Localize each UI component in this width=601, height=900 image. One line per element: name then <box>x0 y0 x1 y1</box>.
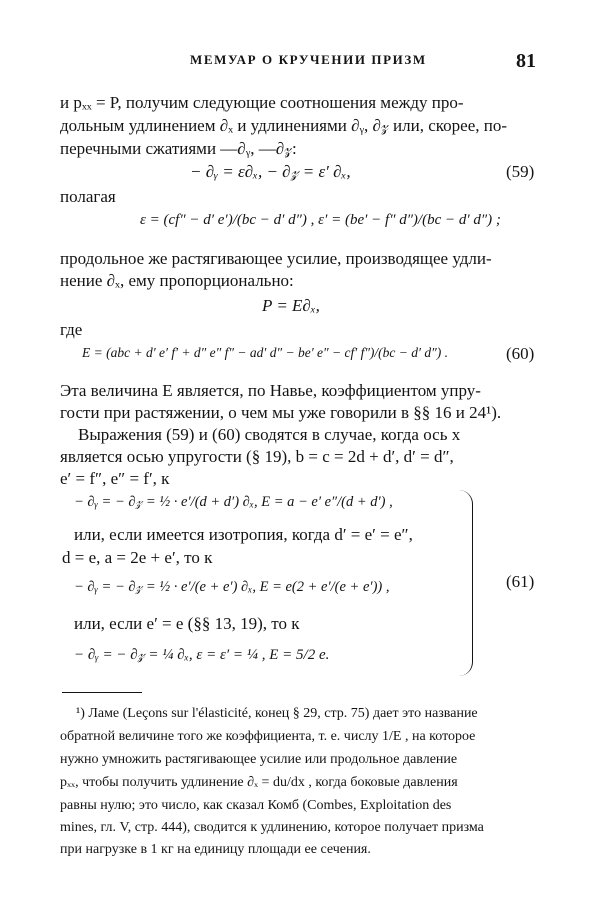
equation-number-59: (59) <box>506 162 535 181</box>
text-line: Выражения (59) и (60) сводятся в случае, когда ось x <box>78 425 461 444</box>
equation-61-c: − ∂ᵧ = − ∂𝓏 = ¼ ∂ₓ, ε = ε′ = ¼ , E = 5/2 e. <box>74 647 330 663</box>
footnote-line: при нагрузке в 1 кг на единицу площади ее сечения. <box>60 842 371 857</box>
text-line: где <box>60 320 83 339</box>
text-line: или, если e′ = e (§§ 13, 19), то к <box>74 614 300 633</box>
running-header: МЕМУАР О КРУЧЕНИИ ПРИЗМ <box>190 52 427 67</box>
text-line: перечными сжатиями —∂ᵧ, —∂𝓏: <box>60 139 297 158</box>
text-line: d = e, a = 2e + e′, то к <box>62 548 213 567</box>
footnote-line: равны нулю; это число, как сказал Комб (Combes, Exploitation des <box>60 798 452 813</box>
equation-number-60: (60) <box>506 344 535 363</box>
text-line: Эта величина E является, по Навье, коэффициентом упру- <box>60 381 481 400</box>
footnote-rule <box>62 692 142 693</box>
text-line: нение ∂ₓ, ему пропорционально: <box>60 271 294 290</box>
equation-61-b: − ∂ᵧ = − ∂𝓏 = ½ · e′/(e + e′) ∂ₓ, E = e(2 + e′/(e + e′)) , <box>74 579 390 595</box>
text-line: дольным удлинением ∂ₓ и удлинениями ∂ᵧ, ∂𝓏 или, скорее, по- <box>60 116 508 135</box>
equation-p: P = E∂ₓ, <box>262 296 320 315</box>
equation-59: − ∂ᵧ = ε∂ₓ, − ∂𝓏 = ε′ ∂ₓ, <box>190 162 351 181</box>
text-line: является осью упругости (§ 19), b = c = 2d + d′, d′ = d″, <box>60 447 454 466</box>
text-line: полагая <box>60 187 116 206</box>
footnote-line: ¹) Ламе (Leçons sur l'élasticité, конец § 29, стр. 75) дает это название <box>76 706 478 721</box>
text-line: e′ = f″, e″ = f′, к <box>60 469 170 488</box>
page-number: 81 <box>516 50 536 72</box>
footnote-line: mines, гл. V, стр. 444), сводится к удлинению, которое получает призма <box>60 820 484 835</box>
text-line: и pₓₓ = P, получим следующие соотношения между про- <box>60 93 464 112</box>
equation-number-61: (61) <box>506 572 535 591</box>
footnote-line: pₓₓ, чтобы получить удлинение ∂ₓ = du/dx , когда боковые давления <box>60 775 458 790</box>
equation-epsilon: ε = (cf″ − d′ e′)/(bc − d′ d″) , ε′ = (be′ − f″ d″)/(bc − d′ d″) ; <box>140 212 501 228</box>
footnote-line: нужно умножить растягивающее усилие или продольное давление <box>60 752 458 767</box>
right-brace <box>458 490 473 676</box>
text-line: гости при растяжении, о чем мы уже говорили в §§ 16 и 24¹). <box>60 403 502 422</box>
text-line: или, если имеется изотропия, когда d′ = e′ = e″, <box>74 525 413 544</box>
equation-61-a: − ∂ᵧ = − ∂𝓏 = ½ · e′/(d + d′) ∂ₓ, E = a − e′ e″/(d + d′) , <box>74 494 393 510</box>
equation-60: E = (abc + d′ e′ f′ + d″ e″ f″ − ad′ d″ − be′ e″ − cf′ f″)/(bc − d′ d″) . <box>82 345 448 360</box>
footnote-line: обратной величине того же коэффициента, т. е. числу 1/E , на которое <box>60 729 476 744</box>
text-line: продольное же растягивающее усилие, производящее удли- <box>60 249 492 268</box>
